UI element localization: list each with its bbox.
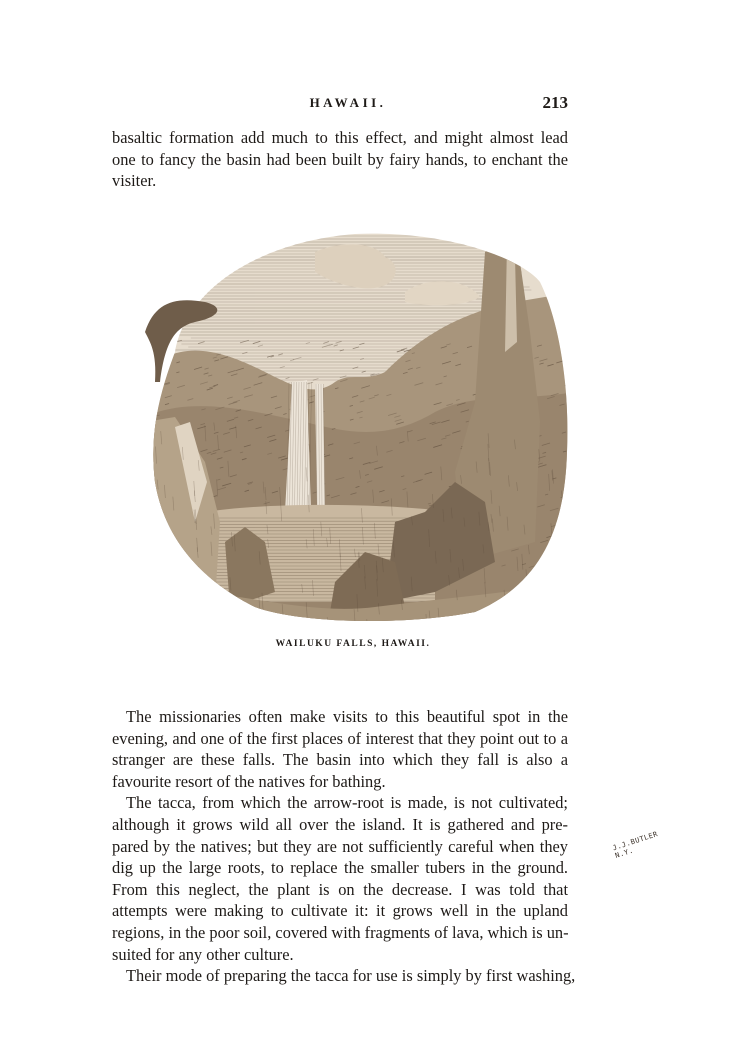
- text-line: regions, in the poor soil, covered with fragments of lava, which is un-: [112, 922, 569, 942]
- foliage-stroke: [142, 379, 150, 381]
- foliage-stroke: [570, 409, 575, 411]
- rock-shade-line: [451, 618, 452, 622]
- rock-shade-line: [557, 555, 558, 568]
- running-head: [128, 93, 568, 113]
- foliage-stroke: [145, 392, 151, 394]
- foliage-stroke: [143, 570, 146, 571]
- text-line: From this neglect, the plant is on the decrease. I was told that: [112, 879, 568, 899]
- text-line: attempts were making to cultivate it: it grows well in the upland: [112, 901, 568, 921]
- text-line: one to fancy the basin had been built by fairy hands, to enchant the: [112, 149, 568, 169]
- foliage-stroke: [171, 341, 176, 342]
- foliage-stroke: [142, 445, 151, 448]
- foliage-stroke: [556, 567, 563, 569]
- rock-shade-line: [537, 606, 538, 619]
- foliage-stroke: [151, 566, 157, 568]
- rock-shade-line: [555, 587, 556, 596]
- rock-shade-line: [562, 570, 563, 580]
- text-line: Their mode of preparing the tacca for use is simply by first washing,: [126, 966, 576, 986]
- rock-shade-line: [154, 609, 155, 620]
- foliage-stroke: [565, 384, 572, 386]
- foliage-stroke: [571, 492, 575, 493]
- rock-shade-line: [207, 587, 208, 601]
- rock-shade-line: [403, 621, 404, 622]
- foliage-stroke: [568, 457, 575, 459]
- rock-shade-line: [226, 618, 227, 622]
- rock-shade-line: [556, 582, 557, 596]
- text-line: dig up the large roots, to replace the smaller tubers in the ground.: [112, 858, 568, 878]
- text-line: visiter.: [112, 171, 157, 191]
- foliage-stroke: [140, 525, 147, 527]
- rock-shade-line: [185, 564, 186, 581]
- rock-shade-line: [144, 456, 145, 468]
- rock-shade-line: [140, 580, 141, 590]
- foliage-stroke: [135, 474, 139, 475]
- continued-paragraph: [112, 127, 568, 192]
- foliage-stroke: [136, 378, 140, 379]
- foliage-stroke: [573, 535, 575, 537]
- foliage-stroke: [137, 392, 146, 395]
- text-line: favourite resort of the natives for bathing.: [112, 771, 386, 791]
- rock-shade-line: [141, 599, 142, 612]
- rock-shade-line: [198, 566, 199, 579]
- waterfall-engraving: [135, 222, 575, 622]
- text-line: suited for any other culture.: [112, 944, 294, 964]
- foliage-stroke: [148, 424, 154, 426]
- foliage-stroke: [143, 532, 150, 534]
- rock-shade-line: [557, 597, 558, 611]
- pillar-highlight: [505, 242, 517, 352]
- foliage-stroke: [142, 523, 149, 525]
- foliage-stroke: [540, 560, 547, 562]
- rock-shade-line: [564, 533, 565, 544]
- rock-shade-line: [186, 585, 187, 599]
- foliage-stroke: [164, 561, 170, 563]
- foliage-stroke: [183, 563, 191, 565]
- page-number: 213: [542, 93, 568, 112]
- foliage-stroke: [144, 561, 150, 563]
- foliage-stroke: [144, 567, 149, 568]
- foliage-stroke: [142, 523, 145, 524]
- foliage-stroke: [149, 369, 156, 371]
- text-line: stranger are these falls. The basin into which they fall is also a: [112, 750, 568, 770]
- foliage-stroke: [156, 515, 161, 516]
- engraver-signature: J.J.BUTLER N.Y.: [611, 830, 660, 860]
- rock-shade-line: [145, 616, 146, 622]
- foliage-stroke: [150, 468, 154, 469]
- rock-shade-line: [159, 521, 160, 533]
- body-text: [112, 706, 576, 987]
- foliage-stroke: [164, 568, 167, 569]
- rock-shade-line: [183, 607, 184, 620]
- rock-shade-line: [153, 604, 154, 622]
- foliage-stroke: [144, 545, 147, 546]
- foliage-stroke: [541, 560, 544, 561]
- foliage-stroke: [148, 464, 153, 465]
- text-line: basaltic formation add much to this effect, and might almost lead: [112, 128, 568, 147]
- foliage-stroke: [172, 562, 180, 564]
- running-title: HAWAII.: [309, 95, 387, 110]
- text-line: The tacca, from which the arrow-root is made, is not cultivated;: [126, 793, 568, 813]
- foliage-stroke: [138, 436, 144, 438]
- foliage-stroke: [135, 553, 142, 555]
- text-line: evening, and one of the first places of interest that they point out to a: [112, 728, 568, 748]
- rock-shade-line: [498, 619, 499, 622]
- rock-shade-line: [200, 595, 201, 608]
- foliage-stroke: [158, 543, 162, 544]
- foliage-stroke: [565, 527, 572, 529]
- rock-shade-line: [255, 612, 256, 622]
- rock-shade-line: [136, 610, 137, 621]
- foliage-stroke: [569, 466, 572, 467]
- foliage-stroke: [570, 453, 575, 455]
- figure-caption: WAILUKU FALLS, HAWAII.: [275, 639, 431, 649]
- rock-shade-line: [552, 603, 553, 614]
- foliage-stroke: [173, 545, 178, 547]
- foliage-stroke: [138, 486, 142, 487]
- foliage-stroke: [163, 529, 167, 530]
- foliage-stroke: [569, 526, 574, 528]
- rock-shade-line: [215, 612, 216, 622]
- rock-shade-line: [143, 437, 144, 446]
- foliage-stroke: [149, 541, 157, 543]
- rock-shade-line: [160, 615, 161, 622]
- text-line: although it grows wild all over the island. It is gathered and pre-: [112, 814, 568, 834]
- text-line: The missionaries often make visits to this beautiful spot in the: [126, 707, 568, 726]
- rock-shade-line: [164, 606, 165, 620]
- foliage-stroke: [160, 521, 165, 522]
- foliage-stroke: [137, 483, 141, 484]
- foliage-stroke: [570, 449, 575, 452]
- rock-shade-line: [199, 576, 200, 586]
- rock-shade-line: [564, 612, 565, 621]
- text-line: pared by the natives; but they are not sufficiently careful when they: [112, 836, 568, 856]
- rock-shade-line: [147, 459, 148, 471]
